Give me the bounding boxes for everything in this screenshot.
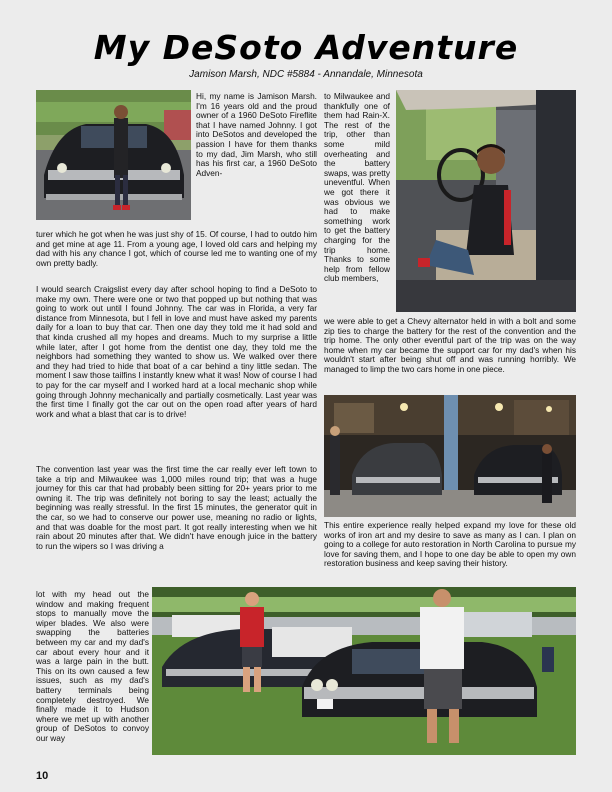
photo-boy-with-desoto bbox=[36, 90, 191, 220]
photo-car-show bbox=[152, 587, 576, 755]
paragraph-convention: The convention last year was the first time the car really ever left town to take a trip and Milwaukee was 1,000 miles round trip; that was a huge journey for this car that had probably been sitting for 20+ years prior to me owning it. The trip was definitely not boring to say the least; actually the beginning was really stressful. In the first 15 minutes, the generator quit in the car, so we had to conserve our power use, meaning no radio or lights, and that was doable for the most part. It got really interesting when we hit rain about 20 minutes after that. We didn't have enough juice in the battery to run the wipers so I was driving a bbox=[36, 464, 317, 551]
conclusion-text: This entire experience really helped expand my love for these old works of iron art and my desire to save as many as I can. I plan on going to a college for auto restoration in North Carolina to pursue my love for saving them, and I hope to one day be able to open my own restoration business and keep saving their history. bbox=[324, 520, 576, 569]
paragraph-craigslist: I would search Craigslist every day after school hoping to find a DeSoto to make my own. There were one or two that popped up but nothing that was going to work out until I found Johnny. The car was in Florida, a very far distance from Minnesota, but I fell in love and must have asked my parents daily for a loan to buy that car. Then one day they told me it had sold and that kinda crushed all my hopes and dreams. Much to my surprise a little while later, after I got home from the dentist one day, they told me the neighbors had something they wanted to show us. We walked over there and they had tried to hide that boat of a car behind a tiny little sedan. The moment I saw those tailfins I instantly knew what it was! Now of course I had to pay for the car myself and I worked hard at a local mechanic shop while going through Johnny mechanically and partially cosmetically. Last year was the first time I finally got the car out on the open road after years of hard work and what a blast that car is to drive! bbox=[36, 284, 317, 419]
photo-garage-two-cars bbox=[324, 395, 576, 517]
article-byline: Jamison Marsh, NDC #5884 - Annandale, Minnesota bbox=[189, 69, 423, 80]
column2-narrow-text: to Milwaukee and thankfully one of them had Rain-X. The rest of the trip, other than some mild overheating and the battery swaps, was pretty uneventful. When we got there it was obvious we had to make something work to get the battery charging for the trip home. Thanks to some help from fellow club members, bbox=[324, 91, 390, 284]
photo-boy-in-car bbox=[396, 90, 576, 312]
page-number: 10 bbox=[36, 770, 49, 782]
article-title: My DeSoto Adventure bbox=[93, 28, 519, 67]
intro-wrapped-text: Hi, my name is Jamison Marsh. I'm 16 years old and the proud owner of a 1960 DeSoto Fireflite that I have named Johnny. I got into DeSotos and developed the passion I have for them thanks to my dad, Jim Marsh, who still has his first car, a 1960 DeSoto Adven- bbox=[196, 91, 317, 178]
paragraph-convention-wrapped: lot with my head out the window and making frequent stops to manually move the wiper blades. We also were swapping the batteries between my car and my dad's car about every hour and it was a large pain in the butt. This on its own caused a few issues, such as my dad's battery terminals being completely destroyed. We finally made it to Hudson where we met up with another group of DeSotos to convoy our way bbox=[36, 589, 149, 743]
column2-full-text: we were able to get a Chevy alternator held in with a bolt and some zip ties to charge the battery for the rest of the convention and the trip home. The only other eventful part of the trip was on the way home when my car became the support car for my dad's when his wouldn't start after being shut off and was running horribly. We managed to limp the two cars home in one piece. bbox=[324, 316, 576, 374]
intro-full-text: turer which he got when he was just shy of 15. Of course, I had to outdo him and get mine at age 11. From a young age, I loved old cars and helping my dad with his any chance I got, which of course led me to wanting one of my own pretty badly. bbox=[36, 229, 317, 268]
